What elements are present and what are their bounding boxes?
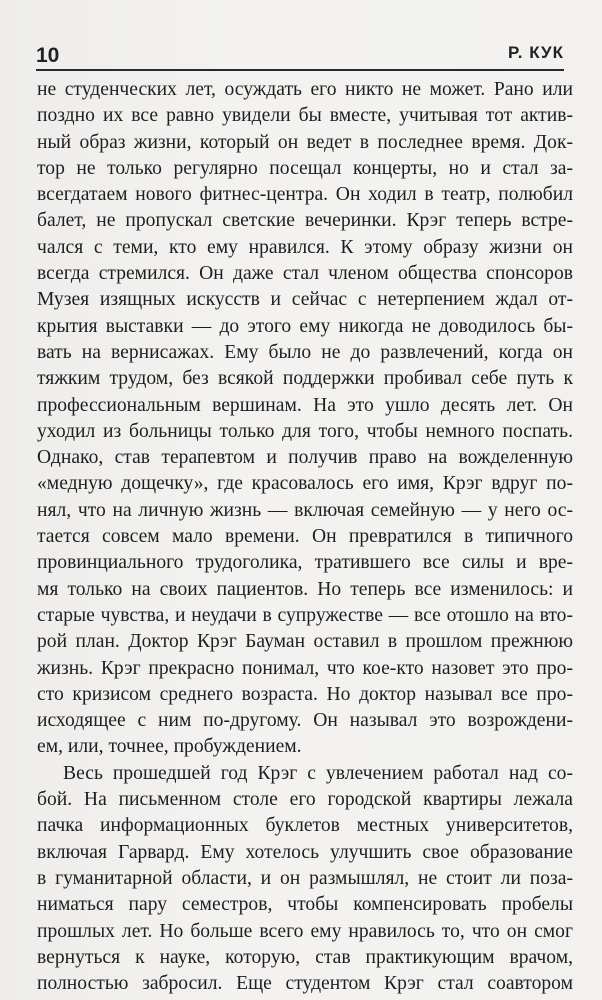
text-line: ный образ жизни, который он ведет в последнее время. Док- <box>37 131 573 153</box>
text-line: жизнь. Крэг прекрасно понимал, что кое-кто назовет это про- <box>37 657 573 679</box>
text-line: профессиональным вершинам. На это ушло десять лет. Он <box>37 394 573 416</box>
text-line: провинциального трудоголика, тратившего все силы и вре- <box>37 552 573 574</box>
text-line: включая Гарвард. Ему хотелось улучшить свое образование <box>37 841 573 863</box>
text-line: Однако, став терапевтом и получив право на вожделенную <box>37 447 573 469</box>
paragraph-start-line: Весь прошедшей год Крэг с увлечением работал над со- <box>63 762 573 784</box>
text-line: ниматься пару семестров, чтобы компенсировать пробелы <box>37 894 573 916</box>
text-line: всегдатаем нового фитнес-центра. Он ходил в театр, полюбил <box>37 184 573 206</box>
header-rule <box>36 69 564 71</box>
text-line: сто кризисом среднего возраста. Но доктор называл все про- <box>37 683 573 705</box>
text-line: вернуться к науке, которую, став практикующим врачом, <box>37 946 573 968</box>
text-line: не студенческих лет, осуждать его никто не может. Рано или <box>37 79 573 100</box>
text-line: Музея изящных искусств и сейчас с нетерпением ждал от- <box>37 289 573 311</box>
text-line: всегда стремился. Он даже стал членом общества спонсоров <box>37 263 573 285</box>
text-line: нял, что на личную жизнь — включая семейную — у него ос- <box>37 499 573 521</box>
text-line: прошлых лет. Но больше всего ему нравилось то, что он смог <box>37 920 573 942</box>
text-line: вать на вернисажах. Ему было не до развлечений, когда он <box>37 341 573 363</box>
running-head-author: Р. КУК <box>508 43 564 62</box>
text-line: полностью забросил. Еще студентом Крэг стал соавтором <box>37 973 573 995</box>
text-line: поздно их все равно увидели бы вместе, учитывая тот актив- <box>37 105 573 127</box>
text-line: тяжким трудом, без всякой поддержки пробивал себе путь к <box>37 368 573 390</box>
text-line: в гуманитарной области, и он размышлял, не стоит ли поза- <box>37 867 573 889</box>
text-line: старые чувства, и неудачи в супружестве — все отошло на вто- <box>37 604 573 626</box>
text-line: мя только на своих пациентов. Но теперь все изменилось: и <box>37 578 573 600</box>
text-line: крытия выставки — до этого ему никогда не доводилось бы- <box>37 315 573 337</box>
body-text <box>37 77 573 997</box>
page-header <box>36 44 564 76</box>
text-line: рой план. Доктор Крэг Бауман оставил в прошлом прежнюю <box>37 631 573 653</box>
text-line: балет, не пропускал светские вечеринки. Крэг теперь встре- <box>37 210 573 232</box>
paragraph-end-line: ем, или, точнее, пробуждением. <box>37 736 302 758</box>
text-line: тается совсем мало времени. Он превратился в типичного <box>37 526 573 548</box>
text-line: чался с теми, кто ему нравился. К этому образу жизни он <box>37 236 573 258</box>
text-line: уходил из больницы только для того, чтобы немного поспать. <box>37 420 573 442</box>
text-line: тор не только регулярно посещал концерты, но и стал за- <box>37 157 573 179</box>
page-number: 10 <box>36 44 60 67</box>
text-line: пачка информационных буклетов местных университетов, <box>37 815 573 837</box>
text-line: «медную дощечку», где красовалось его имя, Крэг вдруг по- <box>37 473 573 495</box>
text-line: исходящее с ним по-другому. Он называл это возрождени- <box>37 710 573 732</box>
text-line: бой. На письменном столе его городской квартиры лежала <box>37 789 573 811</box>
